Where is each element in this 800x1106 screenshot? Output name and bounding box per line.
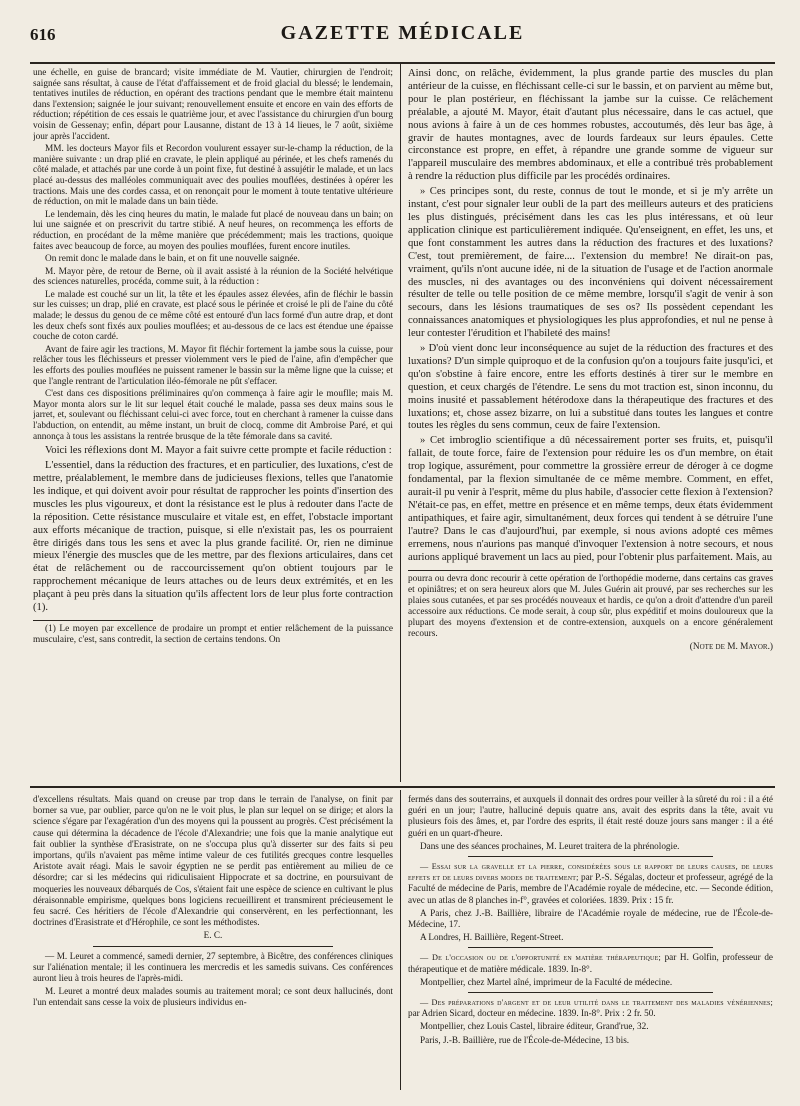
book-listing: [408, 952, 773, 974]
paragraph: Le lendemain, dès les cinq heures du matin, le malade fut placé de nouveau dans un bain; on lui une saignée et on prescrivit du tartre stibié. A neuf heures, on recommença les efforts de réduction, en procédant de la même manière que précédemment; mais les tractions, quoique faites avec beaucoup de force, au moyen des poulies mouflées, furent encore inutiles.: [33, 209, 393, 252]
paragraph: On remit donc le malade dans le bain, et on fit une nouvelle saignée.: [45, 254, 300, 265]
book-details: par Adrien Sicard, docteur en médecine. 1839. In-8°. Prix : 2 fr. 50.: [408, 1008, 656, 1019]
separator-rule: [468, 992, 713, 993]
column-divider-top: [400, 64, 401, 782]
paragraph: » Ces principes sont, du reste, connus de tout le monde, et si je m'y arrête un instant, c'est pour signaler leur oubli de la part des meilleurs auteurs et des praticiens les plus distingués, précisément dans les cas les plus intéressans, et où leur application clinique est particulièrement indiquée. Qu'enseignent, en effet, les uns, et que font constamment les autres dans la réduction des fractures et des luxations? C'est, tout premièrement, de faire.... l'extension du membre! Ne dirait-on pas, vraiment, qu'ils n'ont aucune idée, ni de la situation de l'usage et de l'action anormale des muscles, ni des avantages ou des inconvéniens qui doivent nécessairement résulter de telle ou telle position de ce même membre, lorsqu'il s'agit de venir à son secours, dans les lésions traumatiques de ses os? Ils possèdent cependant les connaissances anatomiques et physiologiques les plus approfondies, et nul ne pense à leur contester l'érudition et l'habileté des mains!: [408, 186, 773, 340]
journal-title: GAZETTE MÉDICALE: [280, 22, 525, 44]
book-title: — De l'occasion ou de l'opportunité en matière thérapeutique;: [420, 953, 661, 963]
paragraph: » D'où vient donc leur inconséquence au sujet de la réduction des fractures et des luxations? D'un simple quiproquo et de la confusion qu'on a toujours faite jusqu'ici, et qu'on s'obstine à faire encore, entre les efforts destinés à tirer sur le membre en question, et ceux chargés de l'étendre. Le sens du mot traction est, sinon inconnu, du moins inusité et passablement hétérodoxe dans la thérapeutique des fractures et des luxations; et, chose assez bizarre, on lui a substitué dans toutes les langues et contre toutes les règles du sens commun, ceux de faire l'extension.: [408, 343, 773, 432]
section-rule: [30, 786, 775, 788]
footnote-signature: (Note de M. Mayor.): [689, 642, 773, 653]
separator-rule: [468, 947, 713, 948]
footnote-rule: [33, 620, 153, 621]
book-title: — Essai sur la gravelle et la pierre, considérées sous le rapport de leurs causes, de leurs effets et de leurs divers modes de traitement;: [408, 862, 773, 883]
news-column-left: [33, 794, 393, 1094]
paragraph: L'essentiel, dans la réduction des fractures, et en particulier, des luxations, c'est de mettre, préalablement, le membre dans de judicieuses flexions, telles que l'anatomie les indique, et qui doivent avoir pour résultat de rapprocher les points d'insertion des muscles les plus vigoureux, et dont la résistance est le plus à redouter dans l'acte de la réposition. Cette résistance musculaire et vitale est, en effet, l'obstacle important aux efforts mécanique de traction, puisque, si elle n'existait pas, les os pourraient être dirigés dans tous les sens et avec la plus grande facilité. Or, rien ne diminue mieux l'énergie des muscles que de les mettre, par des flexions articulaires, dans cet état de relâchement ou de raccourcissement qu'on obtient toujours par le rapprochement mécanique de leurs attaches ou de leurs deux extrémités, et en les plaçant à peu près dans la situation qu'ils affectent lors de leur plus forte contraction (1).: [33, 460, 393, 614]
publisher-line: Montpellier, chez Louis Castel, libraire éditeur, Grand'rue, 32.: [420, 1021, 649, 1032]
header-rule: [30, 62, 775, 64]
book-details: par P.-S. Ségalas, docteur et professeur, agrégé de la Faculté de médecine de Paris, membre de l'Académie royale de médecine, etc. — Seconde édition, avec un atlas de 8 planches in-f°, gravées et coloriées. 1839. Prix : 15 fr.: [408, 872, 773, 905]
paragraph: Voici les réflexions dont M. Mayor a fait suivre cette prompte et facile réduction :: [45, 445, 392, 457]
book-listing: [408, 997, 773, 1019]
publisher-line: Paris, J.-B. Baillière, rue de l'École-de-Médecine, 13 bis.: [420, 1034, 630, 1045]
separator-rule: [468, 856, 713, 857]
mayor-reflections: [33, 445, 393, 615]
paragraph: Avant de faire agir les tractions, M. Mayor fit fléchir fortement la jambe sous la cuisse, pour relâcher tous les fléchisseurs et presser violemment vers le pied de l'aine, afin d'empêcher que les efforts des poulies mouflées ne puissent ramener le bassin sur la même ligne que la cuisse; et que l'angle rentrant de l'articulation iléo-fémorale ne pût s'effacer.: [33, 344, 393, 387]
footnote-continued: [408, 574, 773, 653]
news-item: M. Leuret a montré deux malades soumis au traitement moral; ce sont deux hallucinés, dont l'un entendait sans cesse la voix de plusieurs individus en-: [33, 986, 393, 1008]
paragraph: M. Mayor père, de retour de Berne, où il avait assisté à la réunion de la Société helvétique des sciences naturelles, procéda, comme suit, à la réduction :: [33, 266, 393, 288]
paragraph: une échelle, en guise de brancard; visite immédiate de M. Vautier, chirurgien de l'endroit; saignée sans résultat, à cause de l'état d'affaissement et de froid glacial du blessé; le lendemain, tentatives inutiles de réduction, en opérant des tractions pendant que le membre était maintenu dans l'extension; saignée le jour suivant; renouvellement ensuite et encore en vain des efforts de réduction; répétition de ces essais le quatrième jour, et avec l'assistance du chirurgien d'un bourg voisin de Gessenay; enfin, départ pour Lausanne, distant de 13 à 14 lieues, le 7 août, sixième jour après l'accident.: [33, 68, 393, 142]
paragraph: fermés dans des souterrains, et auxquels il donnait des ordres pour veiller à la sûreté du roi : il a été guéri en un jour; l'autre, halluciné depuis quatre ans, avait des esprits dans la tête, avait vu plusieurs fois des âmes, et, par l'ordre des esprits, il était resté douze jours sans manger : il a été guéri en un quart-d'heure.: [408, 794, 773, 838]
paragraph: Ainsi donc, on relâche, évidemment, la plus grande partie des muscles du plan antérieur de la cuisse, en fléchissant celle-ci sur le bassin, et on parvient au même but, pour le plan postérieur, en fléchissant la jambe sur la cuisse. Ce relâchement préalable, a ajouté M. Mayor, était d'autant plus nécessaire, dans le cas actuel, que nous avions à faire à un de ces hommes robustes, accoutumés, dès leur bas âge, à gravir de hautes montagnes, avec de lourds fardeaux sur leurs épaules. Cette circonstance est propre, en effet, à répandre une grande somme de vigueur sur l'appareil musculaire des membres abdominaux, et elle a contribué très probablement à rendre la réduction plus difficile par les procédés ordinaires.: [408, 68, 773, 183]
publisher-line: Montpellier, chez Martel aîné, imprimeur de la Faculté de médecine.: [420, 976, 673, 987]
news-column-right: [408, 794, 773, 1094]
book-details: par H. Golfin, professeur de thérapeutique et de matière médicale. 1839. In-8°.: [408, 952, 773, 974]
paragraph: Dans une des séances prochaines, M. Leuret traitera de la phrénologie.: [420, 840, 680, 851]
paragraph: MM. les docteurs Mayor fils et Recordon voulurent essayer sur-le-champ la réduction, de la manière suivante : un drap plié en cravate, le plein appliqué au périnée, et les chefs ramenés du côté malade, et attachés par une corde à un point fixe, fut destiné à assujétir le malade, et un lacs placé au-dessus des malléoles communiquait avec des poulies mouflées, destinées à opérer les tractions. Mais une des cordes cassa, et on renonçait pour le moment à toute tentative ultérieure de réduction, on mit le malade dans un bain tiède.: [33, 144, 393, 208]
page-header: [30, 20, 775, 50]
publisher-line: A Paris, chez J.-B. Baillière, libraire de l'Académie royale de médecine, rue de l'École-de-Médecine, 17.: [408, 907, 773, 930]
article-column-left: [33, 68, 393, 780]
separator-rule: [93, 946, 333, 947]
book-title: — Des préparations d'argent et de leur utilité dans le traitement des maladies vénériennes;: [420, 998, 773, 1008]
article-signature: E. C.: [203, 930, 223, 941]
footnote-text: (1) Le moyen par excellence de prodaire un prompt et entier relâchement de la puissance musculaire, c'est, sans contredit, la section de certains tendons. On: [33, 623, 393, 645]
news-item: — M. Leuret a commencé, samedi dernier, 27 septembre, à Bicêtre, des conférences cliniques sur l'aliénation mentale; il les continuera les mercredis et les samedis suivans. Ces conférences auront lieu à trois heures de l'après-midi.: [33, 950, 393, 984]
footnote-rule: [408, 570, 773, 571]
paragraph: d'excellens résultats. Mais quand on creuse par trop dans le terrain de l'analyse, on finit par borner sa vue, par oublier, parce qu'on ne le voit plus, le plan sur lequel on se dirige; et alors la science s'égare par l'exagération d'un des moyens qui la poussent au progrès. C'est précisément la cause qui détermina la décadence de l'école d'Alexandrie; une fois que la manie analytique eut fait oublier la synthèse d'Erasistrate, on ne s'occupa plus qu'à disserter sur des faits si peu importans, qu'ils n'avaient pas même intime valeur de ces futilités grecques contre lesquelles Aristote avait réagi. Mais le savoir égyptien ne se perdit pas entièrement au milieu de ce désordre; car si les médecins qui ridiculisaient Hippocrate et sa doctrine, en poursuivant de moqueries les nouveaux débarqués de Cos, s'étaient fait une espèce de science en cultivant le plus déraisonnable empirisme, quelques bons logiciens recueillirent et transmirent précieusement le feu sacré. Ces héritiers de l'école d'Alexandrie qui conservèrent, en les perfectionnant, les doctrines d'Erasistrate et d'Hérophile, ce sont les méthodistes.: [33, 794, 393, 928]
column-divider-bottom: [400, 790, 401, 1090]
publisher-line: A Londres, H. Baillière, Regent-Street.: [420, 932, 564, 943]
reflections-continued: [408, 68, 773, 564]
footnote: [33, 624, 393, 646]
paragraph: C'est dans ces dispositions préliminaires qu'on commença à faire agir le mouflle; mais M. Mayor monta alors sur le lit sur lequel était couché le malade, passa ses deux mains sous le jarret, et, soulevant ou fléchissant celui-ci avec force, tout en cherchant à ramener la cuisse dans l'abduction, on entendit, au même instant, un bruit de clocq, comme dit Ambroise Paré, et qui annonça à tous les assistans la rentrée brusque de la tête fémorale dans sa cavité.: [33, 389, 393, 442]
article-column-right: [408, 68, 773, 780]
footnote-text: pourra ou devra donc recourir à cette opération de l'orthopédie moderne, dans certains cas graves et opiniâtres; et on sera heureux alors que M. Jules Guérin ait prouvé, par ses recherches sur les plaies sous cutanées, et par ses procédés nouveaux et hardis, ce qu'on a droit d'attendre d'un pareil accessoire aux réductions. Ce mode serait, à coup sûr, plus expéditif et moins douloureux que la plupart des moyens d'extension et de contre-extension, auxquels on a encore généralement recours.: [408, 574, 773, 640]
case-narrative: [33, 68, 393, 442]
paragraph: » Cet imbroglio scientifique a dû nécessairement porter ses fruits, et, puisqu'il fallait, de toute force, faire de l'extension pour réduire les os d'un membre, on était trop logique, assurément, pour commettre la grossière erreur de déroger à ce dogme fondamental, par la flexion simultanée de ce même membre. Comment, en effet, aurait-il pu venir à l'esprit, même du plus habile, d'associer cette flexion à l'extension? N'était-ce pas, en effet, mettre en présence et en même temps, deux états évidemment antipathiques, et faire agir, simultanément, deux forces qui tendent à se détruire l'une l'autre? Dans le cas d'aujourd'hui, par exemple, si nous avions adopté ces mêmes erremens, nous n'aurions pas manqué d'invoquer l'extension à notre secours, et nous aurions appliqué bravement un lacs au pied, pour l'obtenir plus parfaitement. Mais, au: [408, 435, 773, 563]
page-number: 616: [30, 25, 56, 44]
book-listing: [408, 861, 773, 906]
paragraph: Le malade est couché sur un lit, la tête et les épaules assez élevées, afin de fléchir le bassin sur les cuisses; un drap, plié en cravate, est placé sous le périnée et croisé le pli de l'aine du côté malade; le dessus du genou de ce même côté est entouré d'un lacs formé d'un autre drap, et dont les deux chefs sont fixés aux poulies mouflées; et au-dessous de ce lacs est étendue une épaisse couche de coton cardé.: [33, 289, 393, 343]
